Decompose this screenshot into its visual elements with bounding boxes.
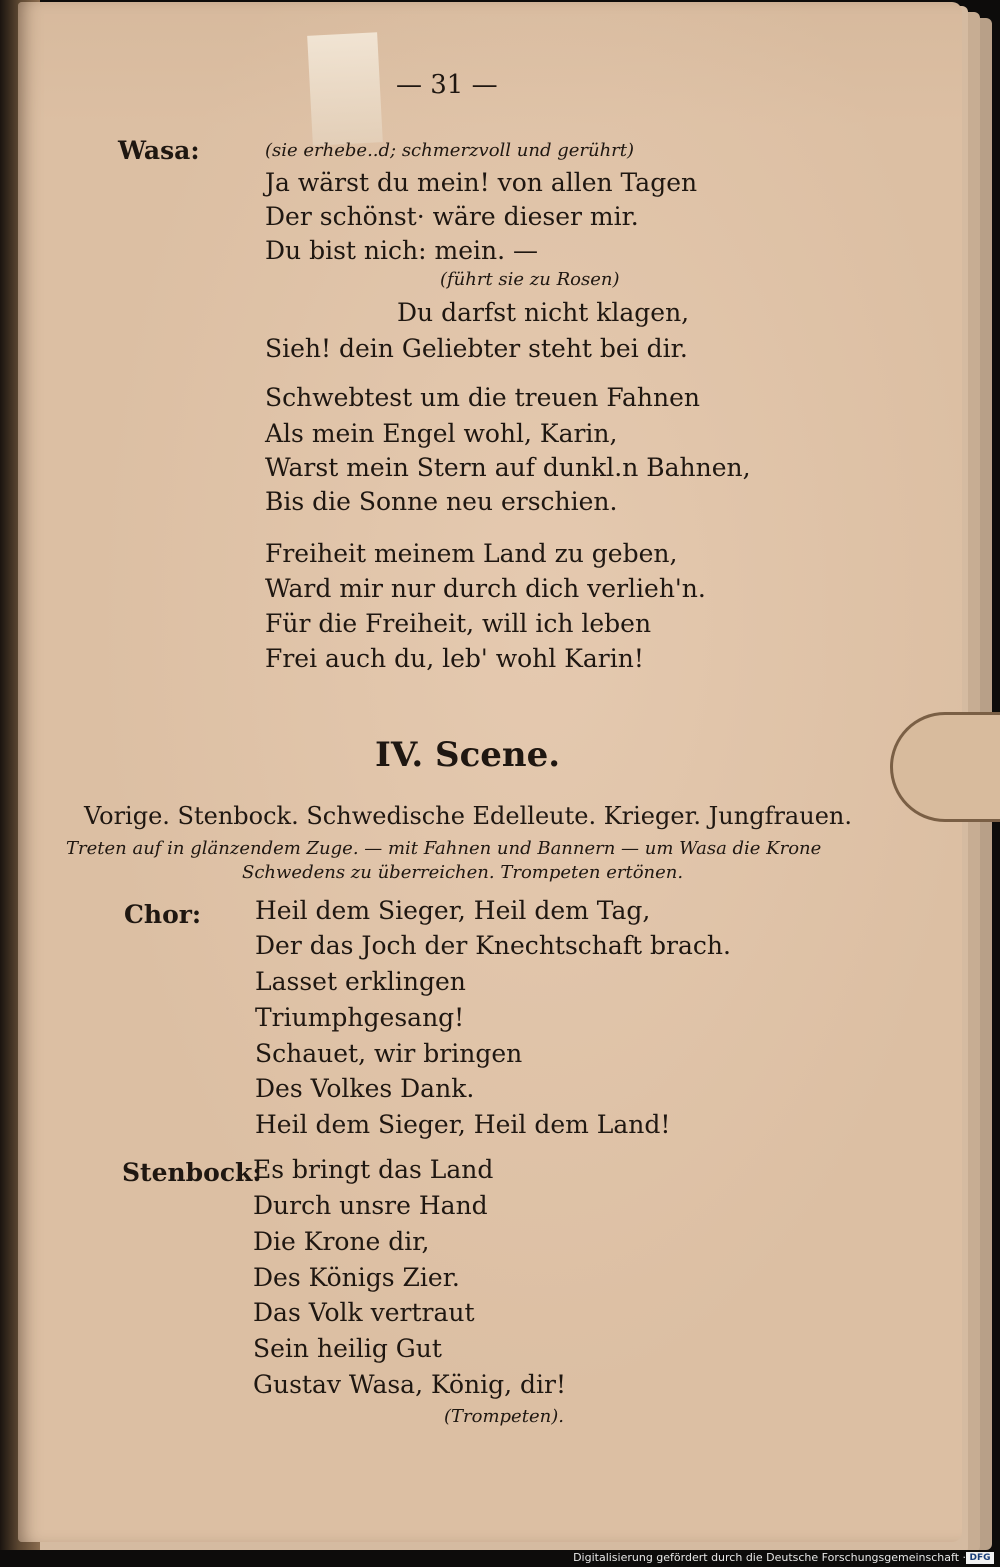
verse-line: Als mein Engel wohl, Karin, [265,419,618,448]
verse-line: Sein heilig Gut [253,1334,442,1363]
verse-line: Du bist nich: mein. — [265,236,538,265]
verse-line: Die Krone dir, [253,1227,430,1256]
stage-direction: (sie erhebe..d; schmerzvoll und gerührt) [265,140,635,161]
speaker-stenbock: Stenbock: [122,1158,262,1187]
stage-direction: (Trompeten). [444,1406,564,1427]
verse-line: Freiheit meinem Land zu geben, [265,539,678,568]
page-number: — 31 — [396,70,498,100]
page-fold [890,712,1000,822]
scene-heading: IV. Scene. [375,735,561,775]
speaker-wasa: Wasa: [118,136,200,165]
speaker-chor: Chor: [124,900,202,929]
verse-line: Gustav Wasa, König, dir! [253,1370,567,1399]
verse-line: Der das Joch der Knechtschaft brach. [255,931,731,960]
verse-line: Bis die Sonne neu erschien. [265,487,618,516]
verse-line: Schauet, wir bringen [255,1039,523,1068]
verse-line: Ja wärst du mein! von allen Tagen [265,168,698,197]
verse-line: Durch unsre Hand [253,1191,488,1220]
verse-line: Du darfst nicht klagen, [397,298,690,327]
verse-line: Lasset erklingen [255,967,466,996]
verse-line: Es bringt das Land [253,1155,494,1184]
verse-line: Heil dem Sieger, Heil dem Tag, [255,896,651,925]
verse-line: Des Königs Zier. [253,1263,460,1292]
dfg-logo: DFG [966,1552,994,1564]
verse-line: Der schönst· wäre dieser mir. [265,202,639,231]
stage-direction: Schwedens zu überreichen. Trompeten ertönen. [242,862,684,883]
digitization-credit: Digitalisierung gefördert durch die Deutsche Forschungsgemeinschaft · [573,1551,966,1564]
verse-line: Triumphgesang! [255,1003,465,1032]
verse-line: Frei auch du, leb' wohl Karin! [265,644,644,673]
verse-line: Des Volkes Dank. [255,1074,475,1103]
verse-line: Ward mir nur durch dich verlieh'n. [265,574,706,603]
verse-line: Heil dem Sieger, Heil dem Land! [255,1110,671,1139]
stage-direction: (führt sie zu Rosen) [440,269,620,290]
stage-direction: Treten auf in glänzendem Zuge. — mit Fahnen und Bannern — um Wasa die Krone [66,838,822,859]
verse-line: Schwebtest um die treuen Fahnen [265,383,700,412]
verse-line: Das Volk vertraut [253,1298,475,1327]
verse-line: Warst mein Stern auf dunkl.n Bahnen, [265,453,751,482]
verse-line: Für die Freiheit, will ich leben [265,609,652,638]
repair-tape [307,32,383,146]
verse-line: Sieh! dein Geliebter steht bei dir. [265,334,688,363]
cast-list: Vorige. Stenbock. Schwedische Edelleute. Krieger. Jungfrauen. [84,802,852,830]
